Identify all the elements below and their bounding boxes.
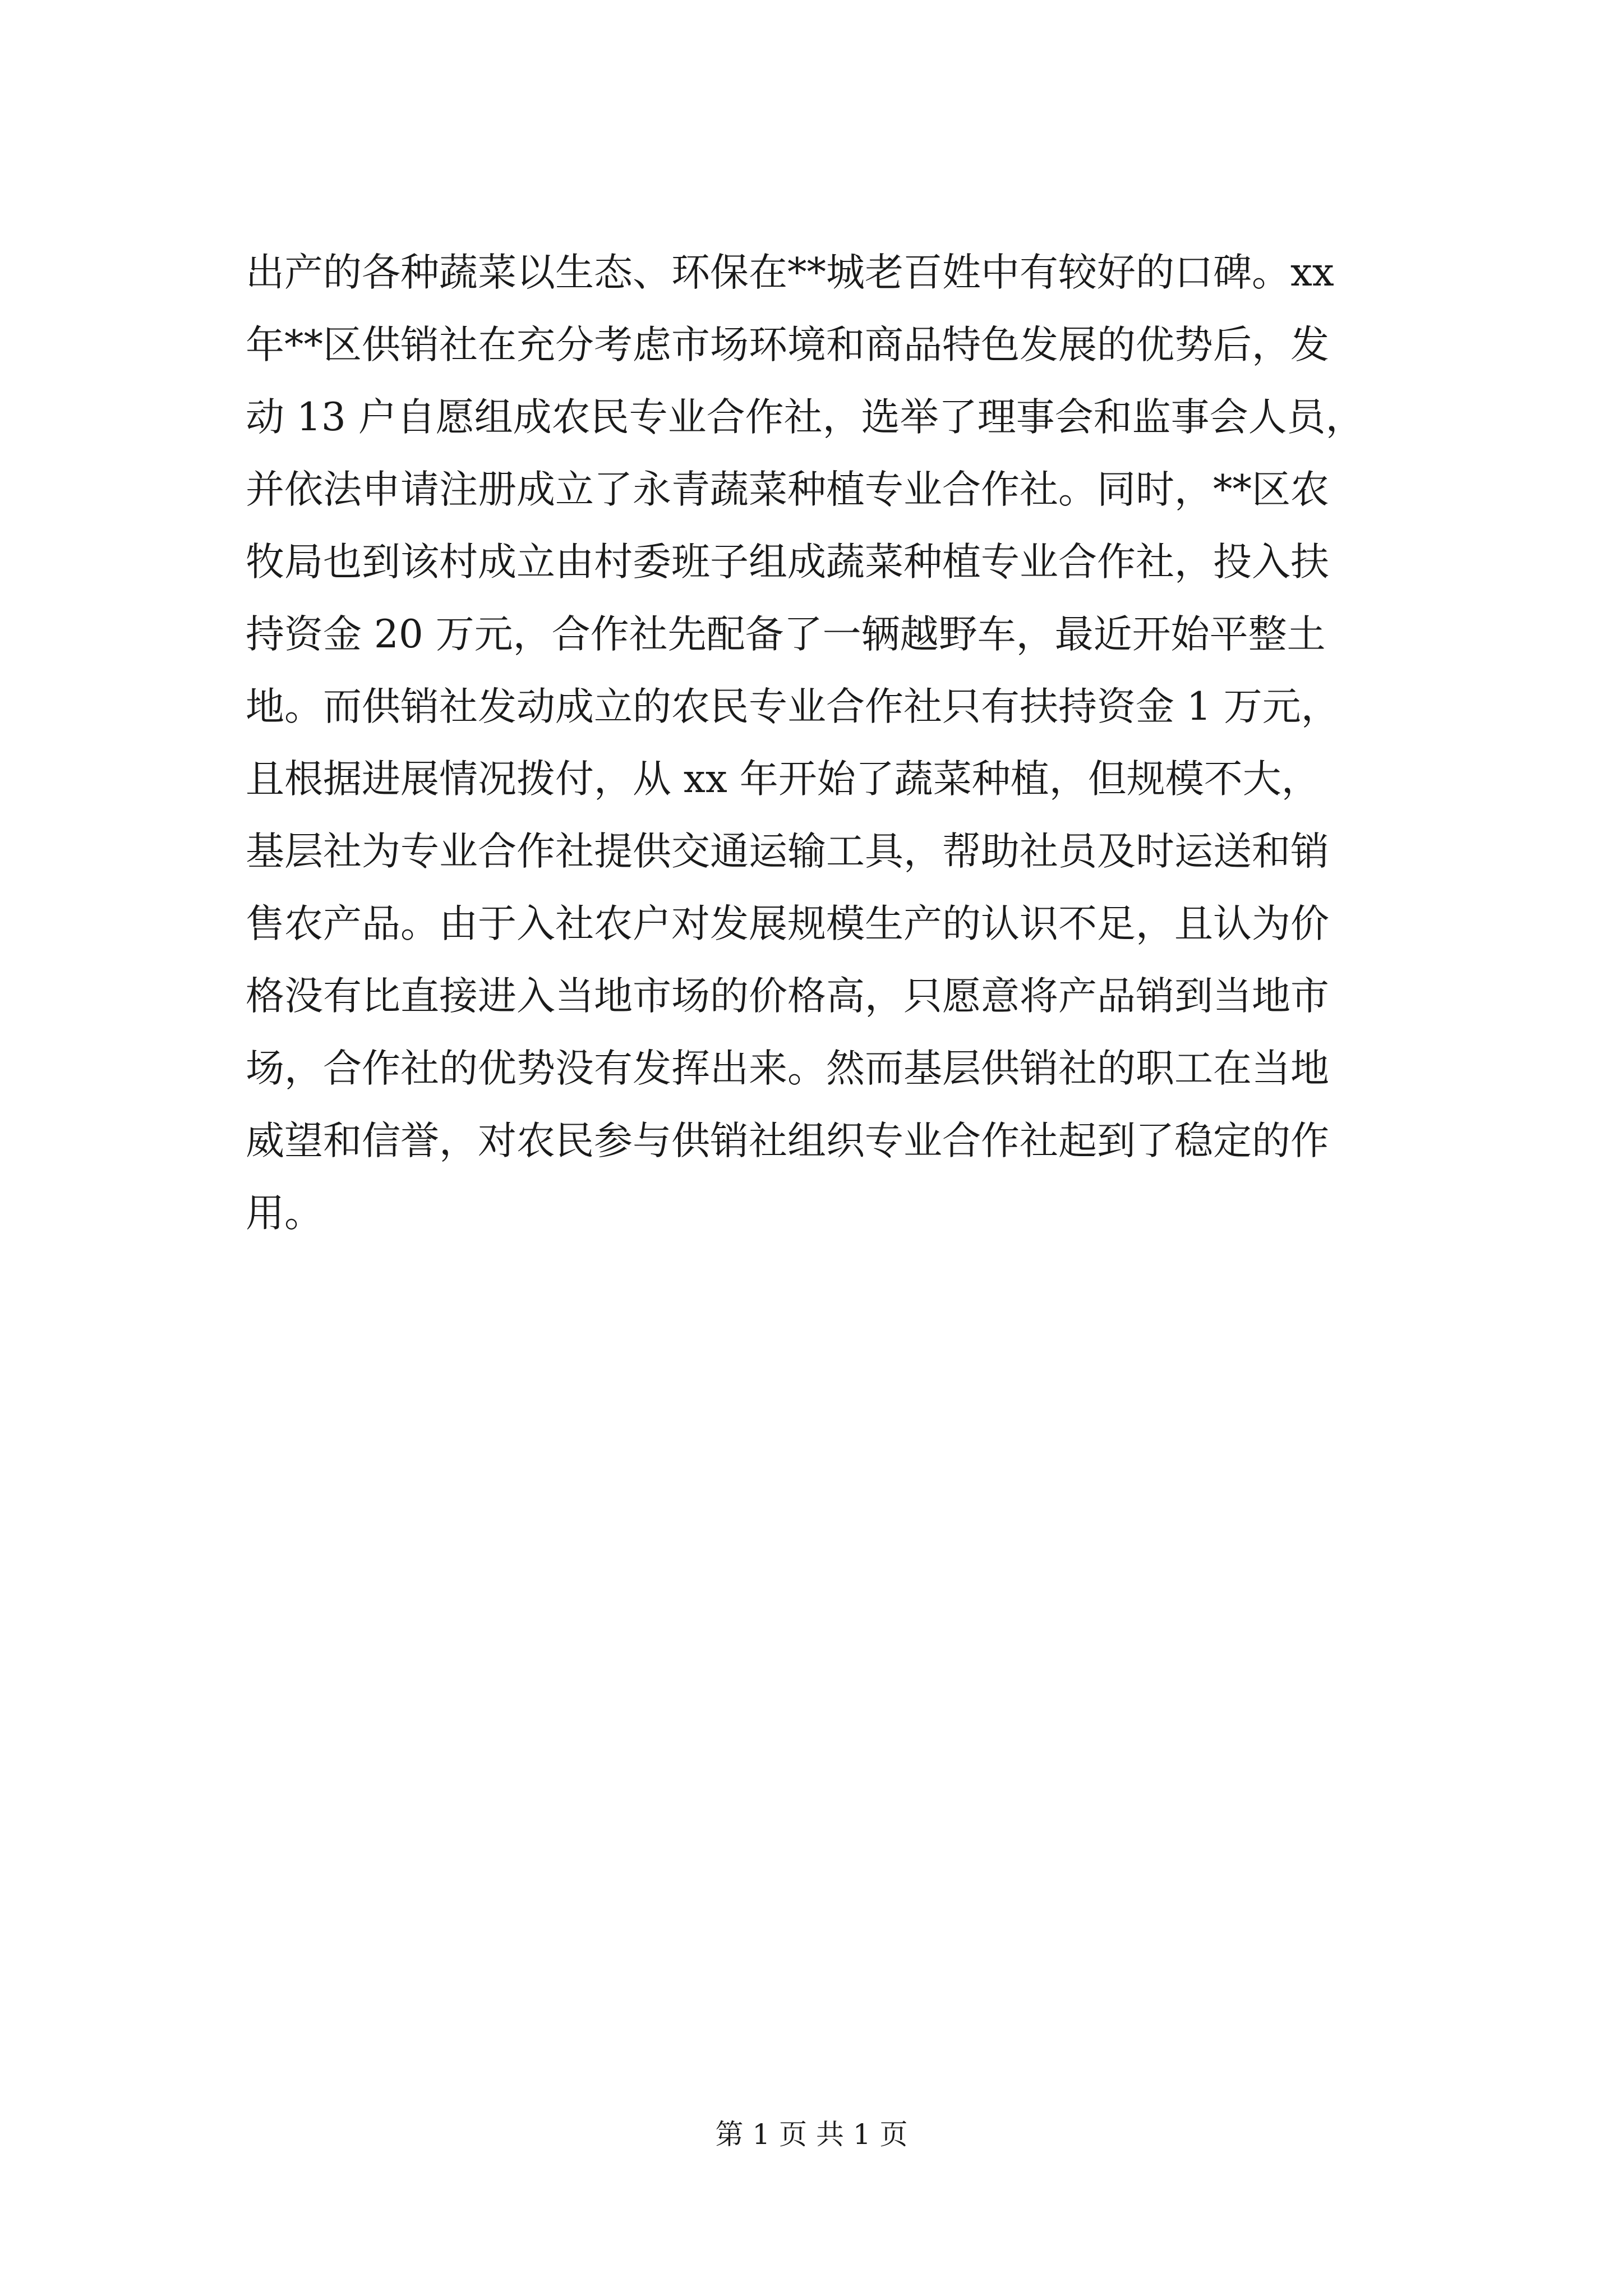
- text-line: 威望和信誉，对农民参与供销社组织专业合作社起到了稳定的作: [246, 1119, 1329, 1163]
- text-line: 持资金 20 万元，合作社先配备了一辆越野车，最近开始平整土: [246, 612, 1326, 657]
- text-line: 且根据进展情况拨付，从 xx 年开始了蔬菜种植，但规模不大，: [246, 757, 1320, 802]
- text-line: 出产的各种蔬菜以生态、环保在**城老百姓中有较好的口碑。xx: [246, 250, 1334, 295]
- text-line: 基层社为专业合作社提供交通运输工具，帮助社员及时运送和销: [246, 829, 1329, 874]
- text-line: 年**区供销社在充分考虑市场环境和商品特色发展的优势后，发: [246, 323, 1329, 367]
- text-line: 地。而供销社发动成立的农民专业合作社只有扶持资金 1 万元，: [246, 684, 1340, 729]
- text-line: 格没有比直接进入当地市场的价格高，只愿意将产品销到当地市: [246, 974, 1329, 1019]
- body-paragraph: [246, 237, 1390, 1250]
- text-line: 售农产品。由于入社农户对发展规模生产的认识不足，且认为价: [246, 901, 1329, 946]
- text-line: 牧局也到该村成立由村委班子组成蔬菜种植专业合作社，投入扶: [246, 540, 1329, 585]
- text-line: 场，合作社的优势没有发挥出来。然而基层供销社的职工在当地: [246, 1046, 1329, 1091]
- text-line: 用。: [246, 1191, 323, 1236]
- text-line: 并依法申请注册成立了永青蔬菜种植专业合作社。同时，**区农: [246, 467, 1329, 512]
- text-line: 动 13 户自愿组成农民专业合作社，选举了理事会和监事会人员，: [246, 395, 1364, 440]
- page-number-footer: 第 1 页 共 1 页: [715, 2118, 908, 2151]
